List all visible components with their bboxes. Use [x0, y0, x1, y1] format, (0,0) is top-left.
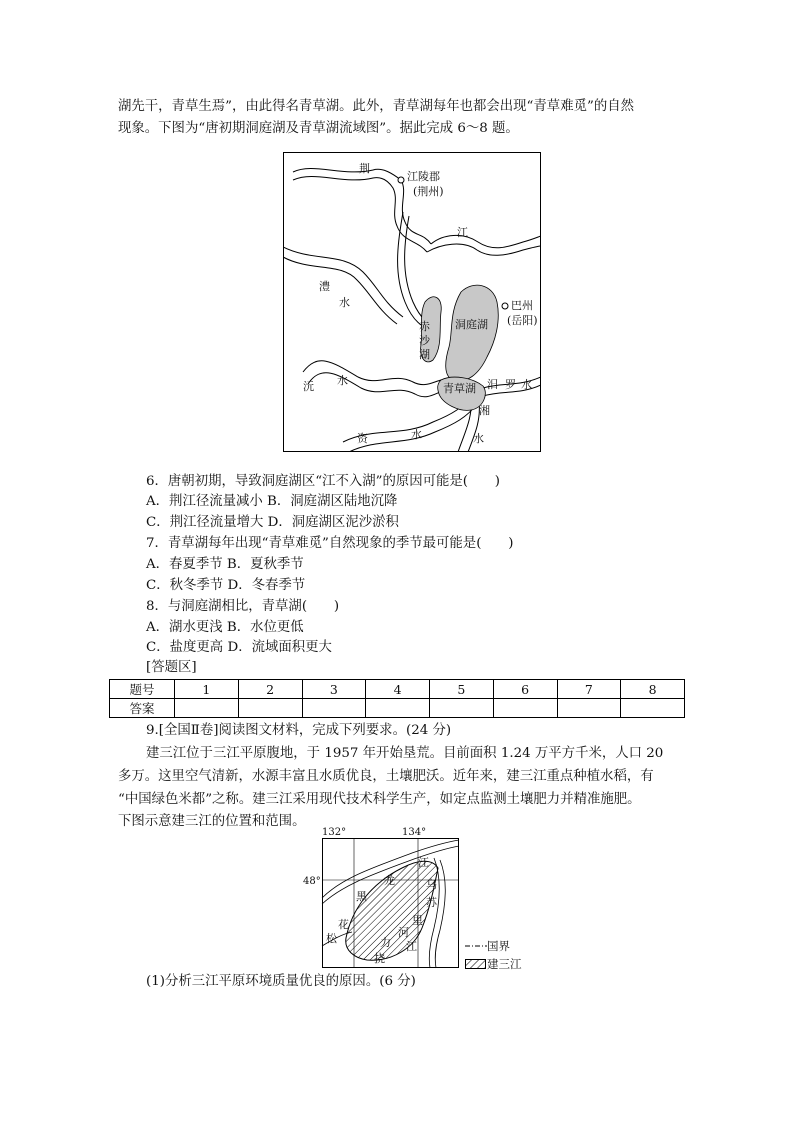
label-luo-shui: 水: [521, 378, 532, 391]
question-6-options-ab: A．荆江径流量减小 B．洞庭湖区陆地沉降: [146, 494, 398, 509]
label-li: 澧: [319, 280, 330, 293]
label-su: 苏: [426, 896, 437, 909]
label-qingcao: 青草湖: [443, 382, 476, 395]
label-jing: 荆: [359, 162, 370, 175]
answer-area-label: [答题区]: [146, 660, 197, 675]
dongting-map: [283, 152, 541, 452]
answer-cell[interactable]: [493, 699, 557, 718]
label-hua: 花: [338, 918, 349, 931]
question-8-options-cd: C．盐度更高 D．流域面积更大: [146, 640, 332, 655]
legend-border: 国界: [465, 937, 522, 955]
label-yuan: 沅: [303, 380, 314, 393]
lon-132: 132°: [322, 827, 347, 838]
label-luo: 罗: [505, 378, 516, 391]
table-cell: 7: [557, 680, 621, 699]
question-9-para-4: 下图示意建三江的位置和范围。: [118, 814, 306, 829]
table-cell: 4: [366, 680, 430, 699]
lat-48: 48°: [303, 876, 321, 887]
label-he: 河: [398, 926, 409, 939]
table-header-number: 题号: [110, 680, 175, 699]
label-li: 里: [412, 914, 423, 927]
answer-cell[interactable]: [175, 699, 239, 718]
label-jiang-3: 江: [406, 940, 417, 953]
table-row: [110, 680, 685, 699]
table-header-answer: 答案: [110, 699, 175, 718]
answer-cell[interactable]: [621, 699, 685, 718]
label-li-2: 力: [380, 936, 391, 949]
label-chi: 赤: [419, 320, 430, 333]
question-9-para-1: 建三江位于三江平原腹地，于 1957 年开始垦荒。目前面积 1.24 万平方千米，人口 20: [146, 746, 664, 761]
table-cell: 5: [430, 680, 494, 699]
question-7-options-ab: A．春夏季节 B．夏秋季节: [146, 557, 304, 572]
label-li-shui: 水: [339, 296, 350, 309]
table-cell: 1: [175, 680, 239, 699]
answer-cell[interactable]: [302, 699, 366, 718]
label-zi-shui: 水: [411, 428, 422, 441]
question-9-title: 9.[全国Ⅱ卷]阅读图文材料，完成下列要求。(24 分): [146, 723, 452, 738]
table-cell: 2: [238, 680, 302, 699]
label-jiang-1: 江: [418, 856, 429, 869]
question-6: 6．唐朝初期，导致洞庭湖区“江不入湖”的原因可能是( ): [146, 474, 501, 489]
question-6-options-cd: C．荆江径流量增大 D．洞庭湖区泥沙淤积: [146, 515, 399, 530]
label-bazhou: 巴州: [511, 299, 533, 312]
answer-cell[interactable]: [366, 699, 430, 718]
label-yuan-shui: 水: [337, 374, 348, 387]
table-cell: 6: [493, 680, 557, 699]
answer-table: [109, 679, 685, 718]
map-legend: [465, 937, 522, 973]
label-nao: 挠: [374, 952, 385, 965]
label-xiang: 湘: [479, 404, 490, 417]
table-cell: 8: [621, 680, 685, 699]
label-dongting: 洞庭湖: [455, 318, 488, 331]
jiansanjiang-map: [303, 827, 459, 968]
question-8: 8．与洞庭湖相比，青草湖( ): [146, 599, 340, 614]
hatch-swatch-icon: [465, 959, 487, 969]
label-zi: 资: [357, 432, 368, 445]
question-8-options-ab: A．湖水更浅 B．水位更低: [146, 620, 304, 635]
label-jiangling: 江陵郡: [407, 170, 440, 183]
table-row: [110, 699, 685, 718]
label-song: 松: [326, 932, 337, 945]
label-hei: 黑: [356, 890, 367, 903]
answer-cell[interactable]: [238, 699, 302, 718]
label-wu: 乌: [426, 878, 437, 891]
question-7: 7．青草湖每年出现“青草难觅”自然现象的季节最可能是( ): [146, 536, 514, 551]
table-cell: 3: [302, 680, 366, 699]
lon-134: 134°: [402, 827, 427, 838]
question-7-options-cd: C．秋冬季节 D．冬春季节: [146, 578, 306, 593]
label-yueyang: (岳阳): [507, 314, 538, 327]
legend-area: 建三江: [465, 955, 522, 973]
intro-line-2: 现象。下图为“唐初期洞庭湖及青草湖流域图”。据此完成 6～8 题。: [118, 121, 519, 136]
label-sha: 沙: [419, 334, 430, 347]
answer-cell[interactable]: [430, 699, 494, 718]
label-jiang: 江: [457, 226, 468, 239]
label-mi: 汨: [487, 378, 498, 391]
border-line-icon: [465, 941, 487, 951]
question-9-para-2: 多万。这里空气清新，水源丰富且水质优良，土壤肥沃。近年来，建三江重点种植水稻，有: [118, 769, 654, 784]
label-hu: 湖: [419, 348, 430, 361]
label-jingzhou: (荆州): [413, 185, 444, 198]
question-9-sub-1: (1)分析三江平原环境质量优良的原因。(6 分): [146, 974, 416, 989]
intro-line-1: 湖先干，青草生焉”，由此得名青草湖。此外，青草湖每年也都会出现“青草难觅”的自然: [118, 99, 634, 114]
label-xiang-shui: 水: [473, 432, 484, 445]
question-9-para-3: “中国绿色米都”之称。建三江采用现代技术科学生产，如定点监测土壤肥力并精准施肥。: [118, 792, 641, 807]
label-long: 龙: [384, 874, 395, 887]
answer-cell[interactable]: [557, 699, 621, 718]
